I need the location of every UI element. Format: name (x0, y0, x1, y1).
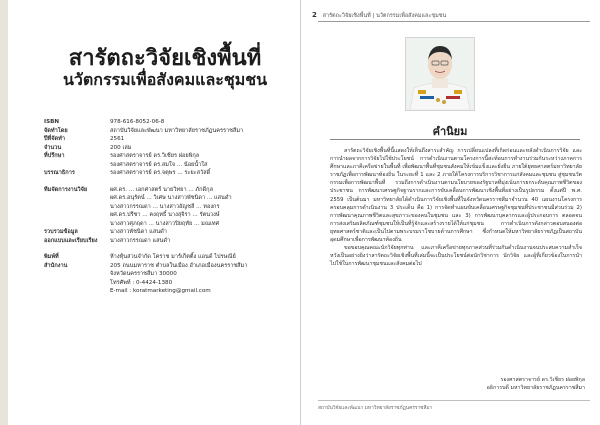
colophon-value: นางสาวศุภฤดา ... นางสาวปิยฤทัย ... มณเทศ (110, 220, 220, 227)
colophon-info (44, 118, 294, 296)
colophon-value: 205 ถนนมหาราช ตำบลในเมือง อำเภอเมืองนครราชสีมา (110, 262, 248, 269)
header-rule (318, 21, 590, 22)
colophon-value: นางสาวกรรณดา แสนดำ (110, 237, 171, 244)
colophon-label (44, 211, 110, 220)
page-edge (0, 0, 8, 425)
preface-body (330, 147, 582, 268)
colophon-row (44, 220, 294, 229)
colophon-row (44, 118, 294, 127)
colophon-row (44, 186, 294, 195)
colophon-label (44, 203, 110, 212)
colophon-label: ที่ปรึกษา (44, 153, 65, 159)
colophon-row (44, 211, 294, 220)
colophon-value: โทรศัพท์ : 0-4424-1380 (110, 279, 173, 286)
colophon-value: สถาบันวิจัยและพัฒนา มหาวิทยาลัยราชภัฏนครราชสีมา (110, 127, 244, 134)
colophon-label (44, 194, 110, 203)
colophon-value: รองศาสตราจารย์ ดร.จตุพร ... ระยะสวัสดิ์ (110, 170, 211, 176)
page-number: 2 (312, 11, 317, 19)
colophon-row (44, 262, 294, 271)
colophon-label: ISBN (44, 119, 60, 125)
preface-paragraph: สารัตถะวิจัยเชิงพื้นที่นี้แสดงให้เห็นถึงสาระสำคัญ การเปลี่ยนแปลงที่เกิดก่อนและหลังดำเนินการวิจัย และการนำผลจากการวิจัยไปใช้ประโยชน์ การดำเนินงานตามโครงการนี้สะท้อนการทำงานร่วมกันระหว่างภาคการศึกษาและภาคีเครือข่ายในพื้นที่ เพื่อพัฒนาพื้นที่ชุมชนสังคมให้เข้มแข็งและยั่งยืน ภายใต้ยุทธศาสตร์มหาวิทยาลัยราชภัฏเพื่อการพัฒนาท้องถิ่น ในระยะที่ 1 และ 2 ภายใต้โครงการบริการวิชาการแก่สังคมและชุมชน สู่ชุมชนวัตกรรมเพื่อการพัฒนาพื้นที่ รวมถึงการดำเนินงานตามนโยบายของรัฐบาลที่มุ่งเน้นการยกระดับคุณภาพชีวิตของประชาชน การพัฒนาเศรษฐกิจฐานรากและการขับเคลื่อนการพัฒนาเชิงพื้นที่อย่างเป็นรูปธรรม ตั้งแต่ปี พ.ศ. 2559 เป็นต้นมา มหาวิทยาลัยได้ดำเนินการวิจัยเชิงพื้นที่ในจังหวัดนครราชสีมาจำนวน 40 แผนงานโครงการ ครอบคลุมการดำเนินงาน 3 ประเด็น คือ 1) การจัดทำแผนขับเคลื่อนเศรษฐกิจชุมชนที่ประชาชนมีส่วนร่วม 2) การพัฒนาคุณภาพชีวิตและสุขภาวะของคนในชุมชน และ 3) การพัฒนาบุคลากรและผู้ประกอบการ ตลอดจนการส่งเสริมผลิตภัณฑ์ชุมชนให้เป็นที่รู้จักและสร้างรายได้ให้แก่ชุมชน การดำเนินการดังกล่าวตอบสนองต่อยุทธศาสตร์ชาติและเป็นไปตามพระบรมราโชบายด้านการศึกษา ซึ่งกำหนดให้มหาวิทยาลัยราชภัฏเป็นสถาบันอุดมศึกษาเพื่อการพัฒนาท้องถิ่น (330, 148, 582, 244)
book-title: สารัตถะวิจัยเชิงพื้นที่ (68, 46, 262, 71)
colophon-value: ผศ.ดร. ... เอกศาสตร์ นายวิทยา ... ภักดีกุล (110, 186, 213, 193)
colophon-label: พิมพ์ที่ (44, 254, 59, 260)
colophon-label: สำนักงาน (44, 262, 68, 269)
colophon-row (44, 287, 294, 296)
colophon-row (44, 127, 294, 136)
colophon-label: บรรณาธิการ (44, 170, 75, 176)
colophon-value: รองศาสตราจารย์ ดร.สมใจ ... น้อยน้ำใส (110, 161, 208, 168)
colophon-label: ออกแบบและเรียบเรียง (44, 237, 98, 244)
signature-name: รองศาสตราจารย์ ดร.วิเชียร ฝอยพิกุล (500, 377, 585, 383)
colophon-row (44, 135, 294, 144)
signature-position: อธิการบดี มหาวิทยาลัยราชภัฏนครราชสีมา (486, 385, 585, 392)
colophon-spacer (44, 245, 294, 253)
page-footer: สถาบันวิจัยและพัฒนา มหาวิทยาลัยราชภัฏนครราชสีมา (318, 406, 433, 411)
portrait-image (406, 38, 474, 110)
colophon-value: 2561 (110, 136, 125, 142)
colophon-value: ผศ.ดร.อนุรัตน์ ... วิเศษ นางสาวพัชนิดา ... แสนดำ (110, 195, 232, 201)
colophon-row (44, 203, 294, 212)
colophon-row (44, 228, 294, 237)
colophon-row (44, 161, 294, 170)
colophon-row (44, 194, 294, 203)
colophon-label (44, 161, 110, 170)
colophon-value: นางสาวกรรณดา ... นางสาวอัญชลี ... ทองกร (110, 203, 220, 210)
colophon-value: นางสาวพัชนิดา แสนดำ (110, 229, 167, 235)
colophon-value: จังหวัดนครราชสีมา 30000 (110, 271, 177, 277)
signature-block (420, 376, 585, 392)
book-gutter (300, 0, 301, 425)
colophon-value: 200 เล่ม (110, 144, 132, 151)
colophon-label: ปีที่จัดทำ (44, 136, 65, 142)
colophon-label (44, 287, 110, 296)
colophon-row (44, 237, 294, 246)
colophon-spacer (44, 178, 294, 186)
colophon-row (44, 169, 294, 178)
colophon-row (44, 144, 294, 153)
preface-paragraph: ขอขอบคุณคณะนักวิจัยทุกท่าน และภาคีเครือข่ายทุกภาคส่วนที่ร่วมกันดำเนินงานจนประสบความสำเร็จ หวังเป็นอย่างยิ่งว่าสารัตถะวิจัยเชิงพื้นที่เล่มนี้จะเป็นประโยชน์ต่อนักวิชาการ นักวิจัย และผู้ที่เกี่ยวข้องในการนำไปใช้ในการพัฒนาชุมชนและสังคมต่อไป (330, 245, 582, 268)
colophon-label: รวบรวมข้อมูล (44, 229, 78, 235)
colophon-row (44, 279, 294, 288)
colophon-value: รองศาสตราจารย์ ดร.วิเชียร ฝอยพิกุล (110, 153, 200, 159)
colophon-label (44, 279, 110, 288)
colophon-label (44, 220, 110, 229)
title-rule (330, 139, 580, 140)
running-header-text: สารัตถะวิจัยเชิงพื้นที่ | นวัตกรรมเพื่อสังคมและชุมชน (322, 13, 447, 19)
preface-title: คำนิยม (432, 125, 468, 138)
colophon-label: ทีมจัดการงานวิจัย (44, 186, 88, 193)
colophon-label: จัดทำโดย (44, 127, 68, 134)
colophon-value: ห้างหุ้นส่วนจำกัด โคราช มาร์เก็ตติ้ง แอนด์ ไปรษณีย์ (110, 254, 236, 260)
colophon-row (44, 253, 294, 262)
colophon-label: จำนวน (44, 144, 62, 151)
footer-rule (318, 400, 590, 401)
portrait-photo (405, 37, 475, 111)
book-subtitle: นวัตกรรมเพื่อสังคมและชุมชน (62, 70, 268, 89)
colophon-value: E-mail : koratmarketing@gmail.com (110, 288, 211, 294)
colophon-row (44, 152, 294, 161)
colophon-value: ผศ.ดร.ปรีชา ... คงฤทธิ์ นางสุจิรา ... รัตนวงษ์ (110, 212, 220, 218)
colophon-label (44, 270, 110, 279)
colophon-value: 978-616-8052-06-8 (110, 119, 165, 125)
colophon-row (44, 270, 294, 279)
running-header (312, 11, 446, 20)
